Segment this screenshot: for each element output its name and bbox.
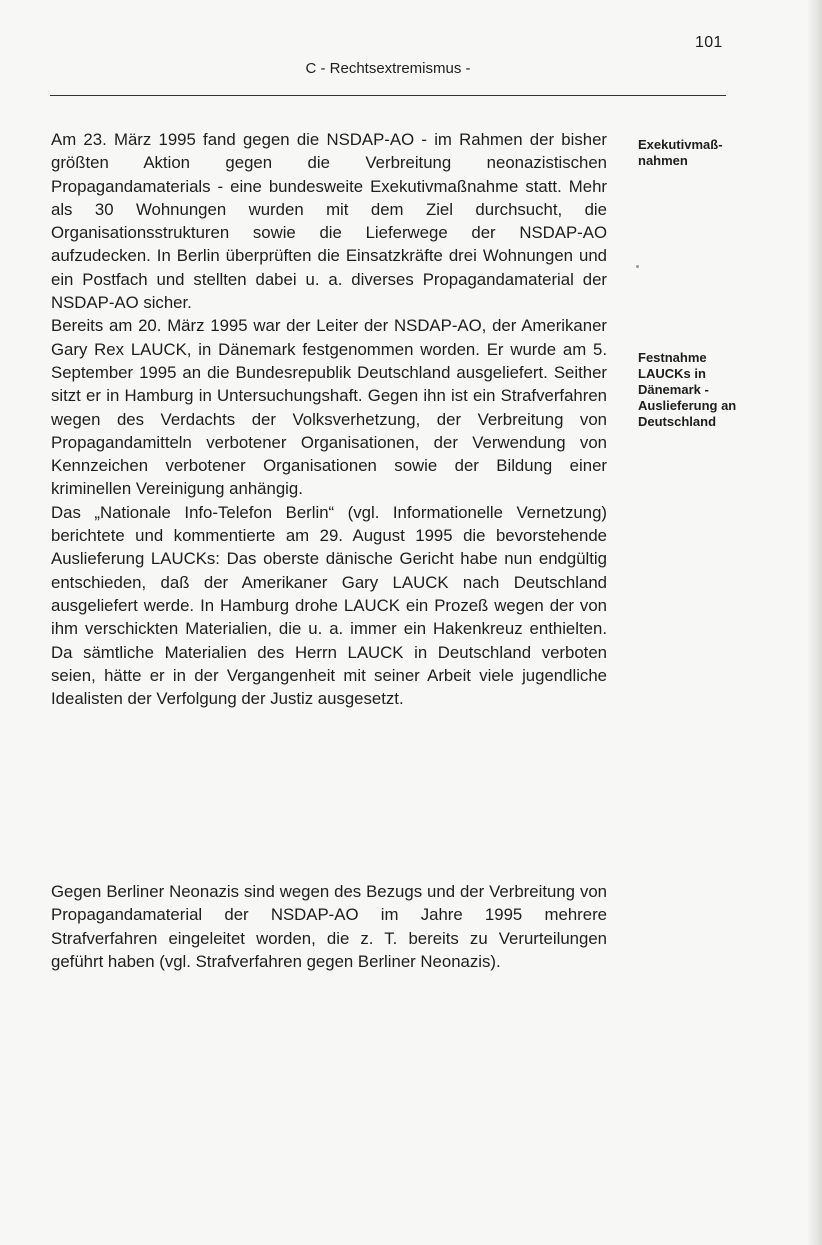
paragraph-execution-measure: Am 23. März 1995 fand gegen die NSDAP-AO - im Rahmen der bisher größten Aktion gegen die Verbreitung neonazistischen Propagandamaterials - eine bundesweite Exekutivmaßnahme statt. Mehr als 30 Wohnungen wurden mit dem Ziel durchsucht, die Organisationsstrukturen sowie die Lieferwege der NSDAP-AO aufzudecken. In Berlin überprüften die Einsatzkräfte drei Wohnungen und ein Postfach und stellten dabei u. a. diverses Propagandamaterial der NSDAP-AO sicher.	[51, 130, 607, 313]
scan-speck	[636, 265, 639, 268]
paragraph-info-telefon: Das „Nationale Info-Telefon Berlin“ (vgl. Informationelle Vernetzung) berichtete und kommentierte am 29. August 1995 die bevorstehende Auslieferung LAUCKs: Das oberste dänische Gericht habe nun endgültig entschieden, daß der Amerikaner Gary LAUCK nach Deutschland ausgeliefert werde. In Hamburg drohe LAUCK ein Prozeß wegen der von ihm verschickten Materialien, die u. a. immer ein Hakenkreuz enthielten. Da sämtliche Materialien des Herrn LAUCK in Deutschland verboten seien, hätte er in der Vergangenheit mit seiner Arbeit viele jugendliche Idealisten der Verfolgung der Justiz ausgesetzt.	[51, 502, 607, 709]
header-rule	[50, 95, 726, 96]
running-header: C - Rechtsextremismus -	[305, 60, 471, 77]
paragraph-berlin-neonazis: Gegen Berliner Neonazis sind wegen des Bezugs und der Verbreitung von Propagandamaterial der NSDAP-AO im Jahre 1995 mehrere Strafverfahren eingeleitet worden, die z. T. bereits zu Verurteilungen geführt haben (vgl. Strafverfahren gegen Berliner Neonazis).	[51, 882, 607, 971]
page-edge-shadow	[808, 0, 822, 1245]
page-number: 101	[695, 34, 723, 51]
body-text-block-2	[51, 880, 607, 973]
paragraph-arrest-lauck: Bereits am 20. März 1995 war der Leiter der NSDAP-AO, der Amerikaner Gary Rex LAUCK, in Dänemark festgenommen worden. Er wurde am 5. September 1995 an die Bundesrepublik Deutschland ausgeliefert. Seither sitzt er in Hamburg in Untersuchungshaft. Gegen ihn ist ein Strafverfahren wegen des Verdachts der Volksverhetzung, der Verbreitung von Propagandamitteln verbotener Organisationen, der Verwendung von Kennzeichen verbotener Organisationen sowie der Bildung einer kriminellen Vereinigung anhängig.	[51, 316, 607, 499]
body-text-block	[51, 128, 607, 710]
margin-note-festnahme-lauck: Festnahme LAUCKs in Dänemark - Auslieferung an Deutschland	[638, 350, 737, 429]
margin-note-exekutivmassnahmen: Exekutivmaß- nahmen	[638, 137, 723, 168]
